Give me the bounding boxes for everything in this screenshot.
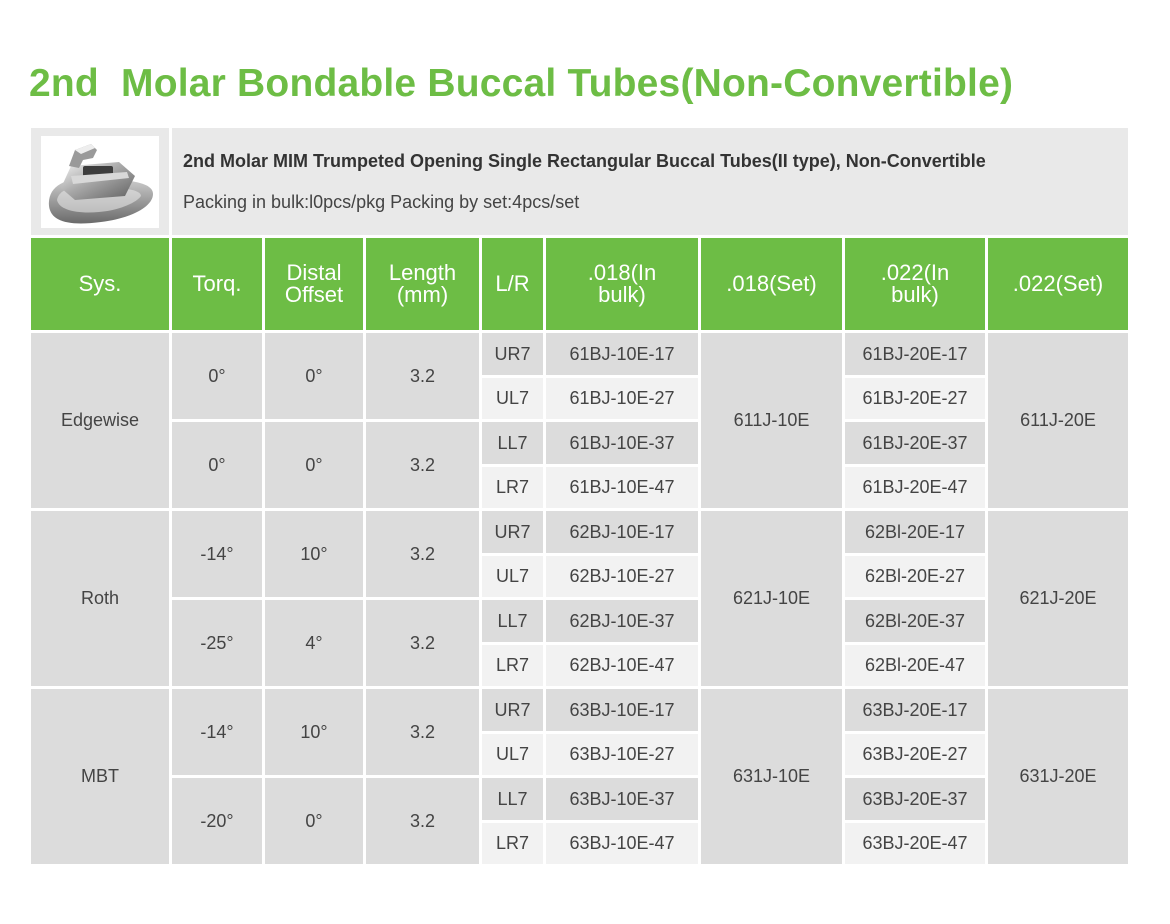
lr-value: UL7 bbox=[482, 378, 543, 419]
column-header-022-set: .022(Set) bbox=[988, 238, 1128, 330]
packing-info: Packing in bulk:l0pcs/pkg Packing by set:4pcs/set bbox=[183, 191, 580, 212]
part-022-bulk: 61BJ-20E-27 bbox=[845, 378, 985, 419]
part-022-bulk: 63BJ-20E-27 bbox=[845, 734, 985, 775]
part-022-bulk: 63BJ-20E-37 bbox=[845, 778, 985, 820]
part-018-set: 611J-10E bbox=[701, 333, 842, 508]
distal-offset-value: 0° bbox=[265, 422, 363, 508]
product-image-cell bbox=[31, 128, 169, 235]
column-header-length: Length (mm) bbox=[366, 238, 479, 330]
buccal-tube-icon bbox=[41, 136, 159, 228]
table-row bbox=[31, 689, 1128, 731]
header-row bbox=[31, 238, 1128, 330]
length-value: 3.2 bbox=[366, 778, 479, 864]
lr-value: LL7 bbox=[482, 778, 543, 820]
part-022-set: 611J-20E bbox=[988, 333, 1128, 508]
lr-value: UL7 bbox=[482, 734, 543, 775]
part-018-set: 631J-10E bbox=[701, 689, 842, 864]
product-info-row bbox=[31, 128, 1128, 235]
part-018-set: 621J-10E bbox=[701, 511, 842, 686]
length-value: 3.2 bbox=[366, 511, 479, 597]
lr-value: LR7 bbox=[482, 823, 543, 864]
lr-value: LR7 bbox=[482, 467, 543, 508]
table-row bbox=[31, 778, 1128, 820]
column-header-lr: L/R bbox=[482, 238, 543, 330]
part-018-bulk: 61BJ-10E-37 bbox=[546, 422, 698, 464]
part-018-bulk: 61BJ-10E-27 bbox=[546, 378, 698, 419]
part-018-bulk: 63BJ-10E-27 bbox=[546, 734, 698, 775]
part-022-bulk: 61BJ-20E-17 bbox=[845, 333, 985, 375]
part-022-bulk: 63BJ-20E-17 bbox=[845, 689, 985, 731]
product-spec-table bbox=[28, 125, 1131, 867]
torque-value: -25° bbox=[172, 600, 262, 686]
part-018-bulk: 61BJ-10E-47 bbox=[546, 467, 698, 508]
part-018-bulk: 62BJ-10E-17 bbox=[546, 511, 698, 553]
part-022-bulk: 62Bl-20E-17 bbox=[845, 511, 985, 553]
column-header-distal-offset: Distal Offset bbox=[265, 238, 363, 330]
system-name: Edgewise bbox=[31, 333, 169, 508]
table-row bbox=[31, 600, 1128, 642]
table-row bbox=[31, 333, 1128, 375]
lr-value: LL7 bbox=[482, 600, 543, 642]
table-row bbox=[31, 511, 1128, 553]
distal-offset-value: 0° bbox=[265, 333, 363, 419]
torque-value: -14° bbox=[172, 511, 262, 597]
part-018-bulk: 61BJ-10E-17 bbox=[546, 333, 698, 375]
part-022-bulk: 63BJ-20E-47 bbox=[845, 823, 985, 864]
table-row bbox=[31, 422, 1128, 464]
part-018-bulk: 63BJ-10E-37 bbox=[546, 778, 698, 820]
column-header-018-bulk: .018(In bulk) bbox=[546, 238, 698, 330]
product-name: 2nd Molar MIM Trumpeted Opening Single Rectangular Buccal Tubes(II type), Non-Convertible bbox=[183, 150, 986, 171]
lr-value: LR7 bbox=[482, 645, 543, 686]
length-value: 3.2 bbox=[366, 333, 479, 419]
part-018-bulk: 63BJ-10E-47 bbox=[546, 823, 698, 864]
part-022-bulk: 62Bl-20E-27 bbox=[845, 556, 985, 597]
torque-value: -14° bbox=[172, 689, 262, 775]
system-name: MBT bbox=[31, 689, 169, 864]
column-header-022-bulk: .022(In bulk) bbox=[845, 238, 985, 330]
product-info-cell bbox=[172, 128, 1128, 235]
length-value: 3.2 bbox=[366, 600, 479, 686]
distal-offset-value: 0° bbox=[265, 778, 363, 864]
part-018-bulk: 62BJ-10E-37 bbox=[546, 600, 698, 642]
column-header-system: Sys. bbox=[31, 238, 169, 330]
part-022-bulk: 61BJ-20E-37 bbox=[845, 422, 985, 464]
part-022-bulk: 62Bl-20E-47 bbox=[845, 645, 985, 686]
length-value: 3.2 bbox=[366, 689, 479, 775]
page-title: 2nd Molar Bondable Buccal Tubes(Non-Convertible) bbox=[29, 62, 1014, 105]
part-022-set: 631J-20E bbox=[988, 689, 1128, 864]
torque-value: 0° bbox=[172, 333, 262, 419]
part-022-set: 621J-20E bbox=[988, 511, 1128, 686]
lr-value: UR7 bbox=[482, 333, 543, 375]
column-header-torque: Torq. bbox=[172, 238, 262, 330]
distal-offset-value: 10° bbox=[265, 511, 363, 597]
part-018-bulk: 63BJ-10E-17 bbox=[546, 689, 698, 731]
distal-offset-value: 4° bbox=[265, 600, 363, 686]
part-022-bulk: 62Bl-20E-37 bbox=[845, 600, 985, 642]
torque-value: 0° bbox=[172, 422, 262, 508]
part-018-bulk: 62BJ-10E-47 bbox=[546, 645, 698, 686]
part-022-bulk: 61BJ-20E-47 bbox=[845, 467, 985, 508]
lr-value: LL7 bbox=[482, 422, 543, 464]
lr-value: UL7 bbox=[482, 556, 543, 597]
lr-value: UR7 bbox=[482, 511, 543, 553]
column-header-018-set: .018(Set) bbox=[701, 238, 842, 330]
torque-value: -20° bbox=[172, 778, 262, 864]
lr-value: UR7 bbox=[482, 689, 543, 731]
part-018-bulk: 62BJ-10E-27 bbox=[546, 556, 698, 597]
distal-offset-value: 10° bbox=[265, 689, 363, 775]
length-value: 3.2 bbox=[366, 422, 479, 508]
system-name: Roth bbox=[31, 511, 169, 686]
